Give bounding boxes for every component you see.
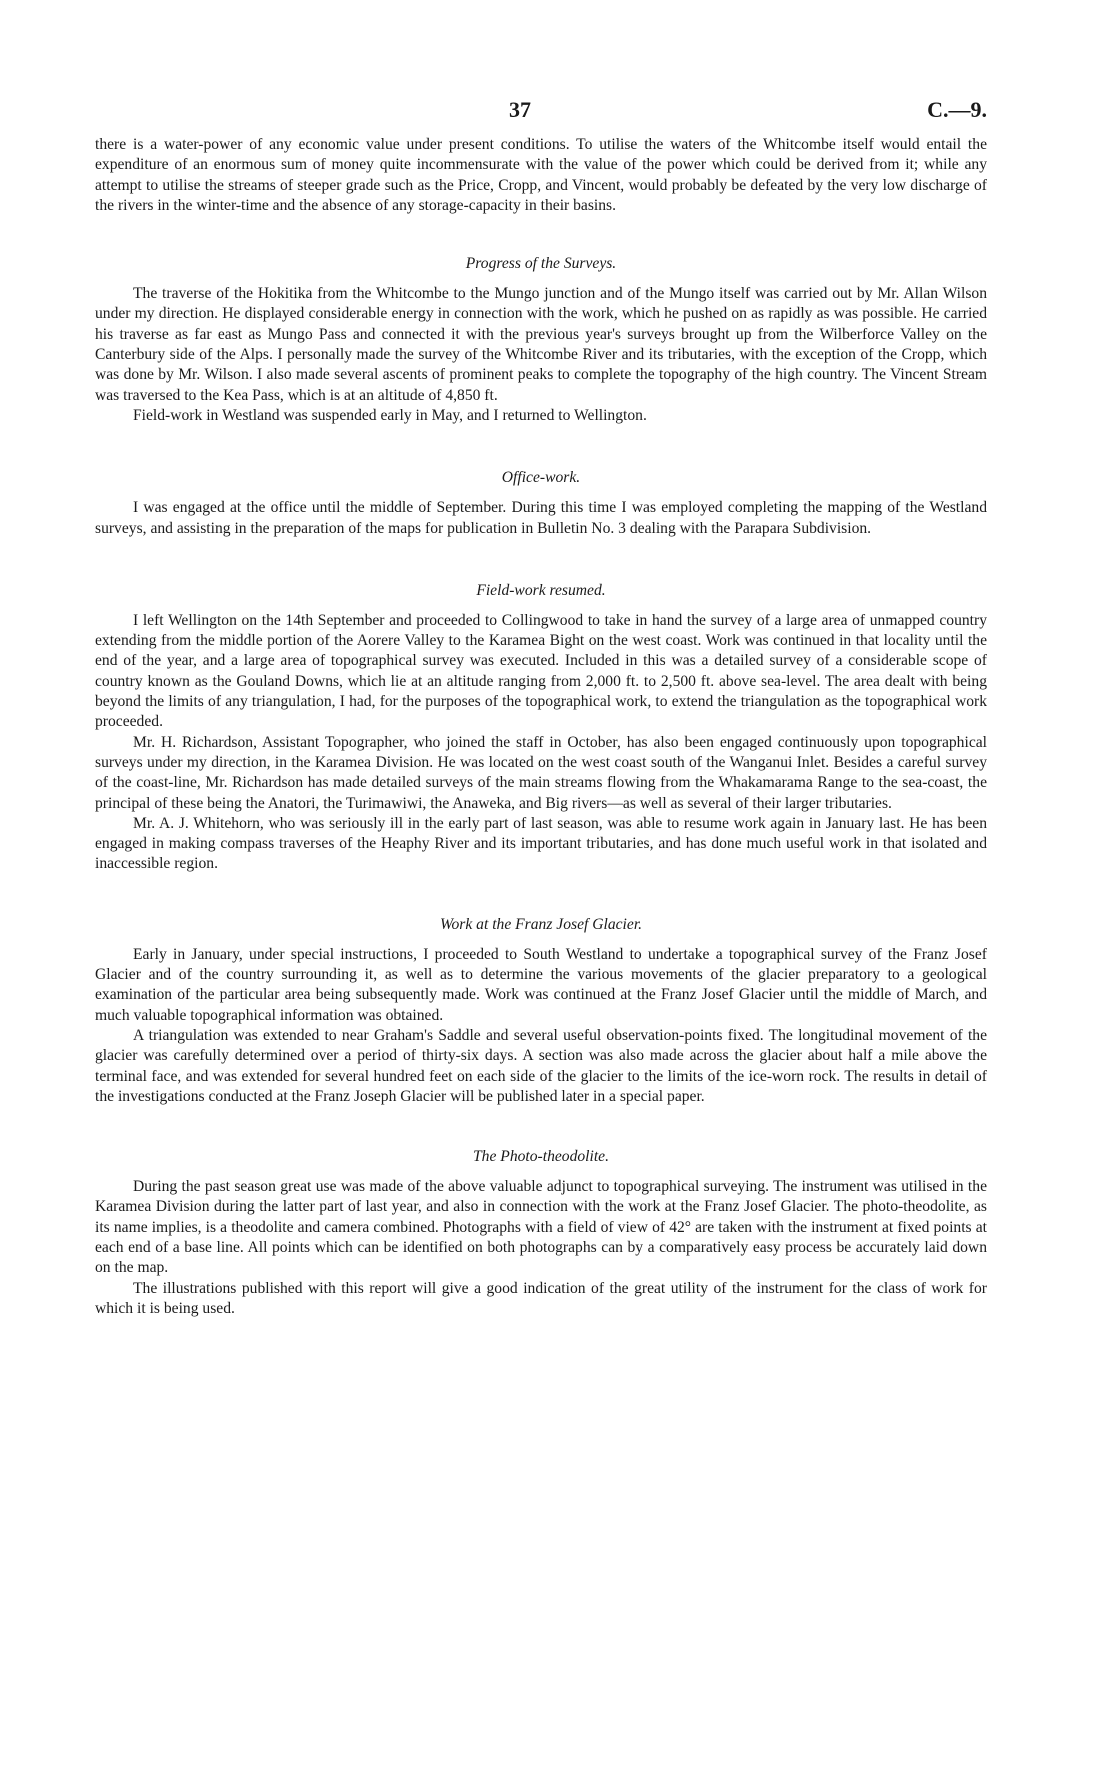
section-heading: Office-work. <box>501 469 581 487</box>
paragraph: During the past season great use was made of the above valuable adjunct to topographical surveying. The instrument was utilised in the Karamea Division during the latter part of last year, and also in connection with the work at the Franz Josef Glacier. The photo-theodolite, as its name implies, is a theodolite and camera combined. Photographs with a field of view of 42° are taken with the instrument at fixed points at each end of a base line. All points which can be identified on both photographs can by a comparatively easy process be accurately laid down on the map. <box>95 1178 987 1277</box>
document-page <box>95 95 987 1319</box>
section-heading: Progress of the Surveys. <box>465 255 617 273</box>
paragraph: A triangulation was extended to near Graham's Saddle and several useful observation-points fixed. The longitudinal movement of the glacier was carefully determined over a period of thirty-six days. A section was also made across the glacier about half a mile above the terminal face, and was extended for several hundred feet on each side of the glacier to the limits of the ice-worn rock. The results in detail of the investigations conducted at the Franz Joseph Glacier will be published later in a special paper. <box>95 1026 987 1105</box>
paragraph: Mr. A. J. Whitehorn, who was seriously ill in the early part of last season, was able to resume work again in January last. He has been engaged in making compass traverses of the Heaphy River and its important tributaries, and has done much useful work in that isolated and inaccessible region. <box>95 814 987 873</box>
paragraph: I left Wellington on the 14th September and proceeded to Collingwood to take in hand the survey of a large area of unmapped country extending from the middle portion of the Aorere Valley to the Karamea Bight on the west coast. Work was continued in that locality until the end of the year, and a large area of topographical survey was executed. Included in this was a detailed survey of a considerable scope of country known as the Gouland Downs, which lie at an altitude ranging from 2,000 ft. to 2,500 ft. above sea-level. The area dealt with being beyond the limits of any triangulation, I had, for the purposes of the topographical work, to extend the triangulation as the topographical work proceeded. <box>95 611 987 731</box>
page-number: 37 <box>509 97 531 122</box>
paragraph: The traverse of the Hokitika from the Whitcombe to the Mungo junction and of the Mungo itself was carried out by Mr. Allan Wilson under my direction. He displayed considerable energy in connection with the work, which he pushed on as rapidly as was possible. He carried his traverse as far east as Mungo Pass and connected it with the previous year's surveys brought up from the Wilberforce Valley on the Canterbury side of the Alps. I personally made the survey of the Whitcombe River and its tributaries, with the exception of the Cropp, which was done by Mr. Wilson. I also made several ascents of prominent peaks to complete the topography of the high country. The Vincent Stream was traversed to the Kea Pass, which is at an altitude of 4,850 ft. <box>95 285 987 404</box>
section-heading: Work at the Franz Josef Glacier. <box>439 915 643 933</box>
section-franz-josef-glacier <box>95 915 987 1107</box>
document-reference: C.—9. <box>927 97 987 122</box>
section-photo-theodolite <box>95 1147 987 1319</box>
paragraph: Field-work in Westland was suspended early in May, and I returned to Wellington. <box>133 406 647 424</box>
intro-paragraph: there is a water-power of any economic value under present conditions. To utilise the waters of the Whitcombe itself would entail the expenditure of an enormous sum of money quite incommensurate with the value of the power which could be derived from it; while any attempt to utilise the streams of steeper grade such as the Price, Cropp, and Vincent, would probably be defeated by the very low discharge of the rivers in the winter-time and the absence of any storage-capacity in their basins. <box>95 136 987 214</box>
paragraph: The illustrations published with this report will give a good indication of the great utility of the instrument for the class of work for which it is being used. <box>95 1279 987 1317</box>
section-heading: The Photo-theodolite. <box>473 1148 609 1166</box>
section-heading: Field-work resumed. <box>476 581 606 599</box>
paragraph: Early in January, under special instructions, I proceeded to South Westland to undertake a topographical survey of the Franz Josef Glacier and of the country surrounding it, as well as to determine the various movements of the glacier preparatory to a geological examination of the particular area being subsequently made. Work was continued at the Franz Josef Glacier until the middle of March, and much valuable topographical information was obtained. <box>95 945 987 1024</box>
page-header <box>95 95 987 135</box>
section-office-work <box>95 468 987 539</box>
section-progress-of-surveys <box>95 254 987 426</box>
paragraph: I was engaged at the office until the middle of September. During this time I was employed completing the mapping of the Westland surveys, and assisting in the preparation of the maps for publication in Bulletin No. 3 dealing with the Parapara Subdivision. <box>95 499 987 537</box>
paragraph: Mr. H. Richardson, Assistant Topographer, who joined the staff in October, has also been engaged continuously upon topographical surveys under my direction, in the Karamea Division. He was located on the west coast south of the Wanganui Inlet. Besides a careful survey of the coast-line, Mr. Richardson has made detailed surveys of the main streams flowing from the Whakamarama Range to the sea-coast, the principal of these being the Anatori, the Turimawiwi, the Anaweka, and Big rivers—as well as several of their larger tributaries. <box>95 733 987 812</box>
section-field-work-resumed <box>95 581 987 875</box>
